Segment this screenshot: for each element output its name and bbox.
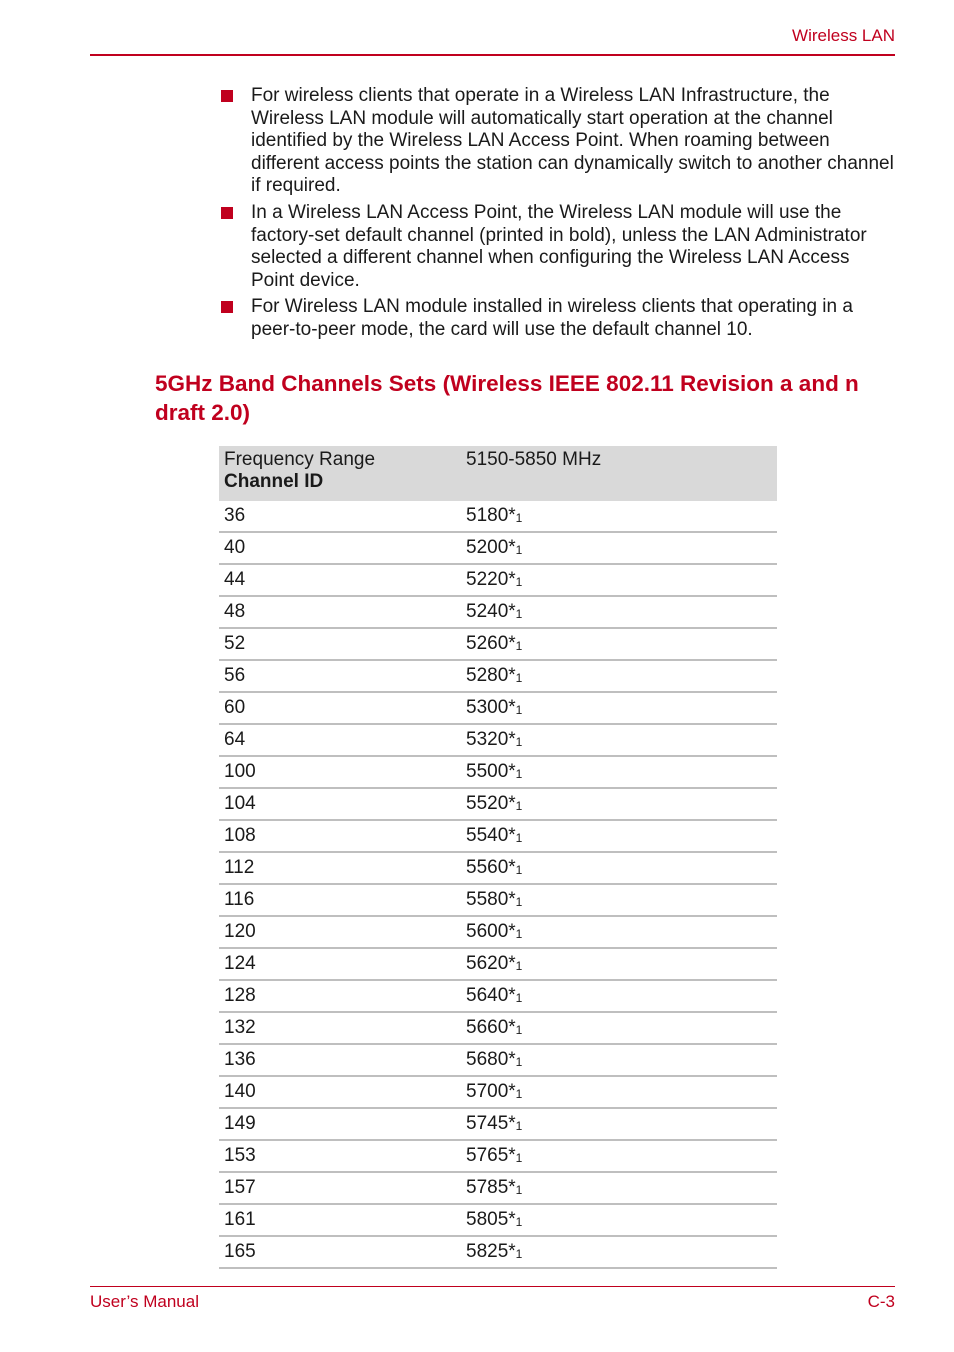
frequency-cell (461, 660, 777, 692)
table-row (219, 1076, 777, 1108)
frequency-cell (461, 1108, 777, 1140)
table-row (219, 660, 777, 692)
frequency-value: 5620* (466, 953, 516, 974)
frequency-value: 5320* (466, 729, 516, 750)
frequency-value: 5280* (466, 665, 516, 686)
header-rule (90, 54, 895, 56)
table-row (219, 724, 777, 756)
footnote-mark: 1 (515, 607, 523, 621)
frequency-cell (461, 1076, 777, 1108)
frequency-cell (461, 884, 777, 916)
square-bullet-icon (221, 90, 233, 102)
footnote-mark: 1 (515, 575, 523, 589)
channel-id-cell: 56 (219, 660, 461, 692)
table-row (219, 916, 777, 948)
channel-id-cell: 64 (219, 724, 461, 756)
footnote-mark: 1 (515, 767, 523, 781)
header-frequency-range-label: Frequency Range (224, 449, 376, 470)
frequency-cell (461, 692, 777, 724)
footnote-mark: 1 (515, 1119, 523, 1133)
channel-id-cell: 136 (219, 1044, 461, 1076)
frequency-cell (461, 980, 777, 1012)
footnote-mark: 1 (515, 1055, 523, 1069)
frequency-cell (461, 788, 777, 820)
table-row (219, 820, 777, 852)
table-row (219, 948, 777, 980)
table-row (219, 756, 777, 788)
table-row (219, 596, 777, 628)
table-row (219, 1236, 777, 1268)
table-row (219, 501, 777, 532)
frequency-cell (461, 724, 777, 756)
footnote-mark: 1 (515, 1023, 523, 1037)
list-item (221, 202, 896, 292)
table-row (219, 628, 777, 660)
footer-rule (90, 1286, 895, 1287)
frequency-cell (461, 1044, 777, 1076)
footnote-mark: 1 (515, 799, 523, 813)
footnote-mark: 1 (515, 735, 523, 749)
channel-id-cell: 36 (219, 501, 461, 532)
frequency-value: 5240* (466, 601, 516, 622)
channel-id-cell: 112 (219, 852, 461, 884)
channel-id-cell: 149 (219, 1108, 461, 1140)
frequency-cell (461, 1140, 777, 1172)
footer-manual-title: User’s Manual (90, 1292, 199, 1311)
channel-id-cell: 132 (219, 1012, 461, 1044)
table-row (219, 788, 777, 820)
footnote-mark: 1 (515, 959, 523, 973)
table-row (219, 1172, 777, 1204)
square-bullet-icon (221, 207, 233, 219)
channel-id-cell: 157 (219, 1172, 461, 1204)
header-channel-id-label: Channel ID (224, 471, 324, 492)
channel-id-cell: 60 (219, 692, 461, 724)
bullet-text: For wireless clients that operate in a Wireless LAN Infrastructure, the Wireless LAN module will automatically start operation at the channel identified by the Wireless LAN Access Point. When roaming between different access points the station can dynamically switch to another channel if required. (251, 85, 894, 197)
channel-id-cell: 140 (219, 1076, 461, 1108)
channel-id-cell: 120 (219, 916, 461, 948)
channel-id-cell: 48 (219, 596, 461, 628)
channel-id-cell: 104 (219, 788, 461, 820)
frequency-value: 5580* (466, 889, 516, 910)
channel-id-cell: 100 (219, 756, 461, 788)
channel-id-cell: 165 (219, 1236, 461, 1268)
table-row (219, 1204, 777, 1236)
frequency-cell (461, 564, 777, 596)
footnote-mark: 1 (515, 863, 523, 877)
frequency-value: 5540* (466, 825, 516, 846)
list-item (221, 85, 896, 198)
frequency-value: 5825* (466, 1241, 516, 1262)
channel-id-cell: 153 (219, 1140, 461, 1172)
section-heading: 5GHz Band Channels Sets (Wireless IEEE 802.11 Revision a and n draft 2.0) (155, 371, 859, 425)
bullet-text: In a Wireless LAN Access Point, the Wireless LAN module will use the factory-set default channel (printed in bold), unless the LAN Administrator selected a different channel when configuring the Wireless LAN Access Point device. (251, 201, 867, 291)
footnote-mark: 1 (515, 927, 523, 941)
channel-id-cell: 124 (219, 948, 461, 980)
frequency-value: 5500* (466, 761, 516, 782)
table-header-row (219, 446, 777, 501)
footnote-mark: 1 (515, 895, 523, 909)
frequency-cell (461, 532, 777, 564)
frequency-value: 5640* (466, 985, 516, 1006)
table-row (219, 884, 777, 916)
channel-id-cell: 161 (219, 1204, 461, 1236)
frequency-cell (461, 1012, 777, 1044)
table-row (219, 564, 777, 596)
channel-rows (219, 501, 777, 1268)
table-row (219, 692, 777, 724)
frequency-value: 5660* (466, 1017, 516, 1038)
channel-id-cell: 44 (219, 564, 461, 596)
footnote-mark: 1 (515, 639, 523, 653)
channel-id-cell: 116 (219, 884, 461, 916)
frequency-value: 5560* (466, 857, 516, 878)
frequency-cell (461, 596, 777, 628)
running-header: Wireless LAN (792, 26, 895, 45)
footnote-mark: 1 (515, 511, 523, 525)
frequency-value: 5765* (466, 1145, 516, 1166)
list-item (221, 296, 896, 341)
channel-id-cell: 108 (219, 820, 461, 852)
frequency-value: 5180* (466, 505, 516, 526)
frequency-cell (461, 756, 777, 788)
frequency-value: 5220* (466, 569, 516, 590)
header-cell-frequency-band: 5150-5850 MHz (461, 446, 777, 501)
frequency-value: 5300* (466, 697, 516, 718)
frequency-cell (461, 1236, 777, 1268)
frequency-value: 5520* (466, 793, 516, 814)
footnote-mark: 1 (515, 1215, 523, 1229)
frequency-value: 5805* (466, 1209, 516, 1230)
frequency-value: 5745* (466, 1113, 516, 1134)
frequency-cell (461, 948, 777, 980)
channel-id-cell: 52 (219, 628, 461, 660)
table-row (219, 1108, 777, 1140)
footnote-mark: 1 (515, 1151, 523, 1165)
table-row (219, 1012, 777, 1044)
footnote-mark: 1 (515, 543, 523, 557)
frequency-cell (461, 916, 777, 948)
frequency-value: 5700* (466, 1081, 516, 1102)
footnote-mark: 1 (515, 1247, 523, 1261)
frequency-value: 5260* (466, 633, 516, 654)
footnote-mark: 1 (515, 1087, 523, 1101)
header-cell-frequency-range (219, 446, 461, 501)
frequency-value: 5680* (466, 1049, 516, 1070)
table-row (219, 532, 777, 564)
footnote-mark: 1 (515, 671, 523, 685)
footnote-mark: 1 (515, 991, 523, 1005)
frequency-value: 5200* (466, 537, 516, 558)
page-number: C-3 (867, 1292, 895, 1311)
frequency-cell (461, 1172, 777, 1204)
table-row (219, 980, 777, 1012)
bullet-text: For Wireless LAN module installed in wireless clients that operating in a peer-to-peer mode, the card will use the default channel 10. (251, 296, 853, 340)
table-row (219, 852, 777, 884)
channel-table (219, 446, 777, 1269)
table-row (219, 1044, 777, 1076)
table-row (219, 1140, 777, 1172)
footnote-mark: 1 (515, 703, 523, 717)
square-bullet-icon (221, 301, 233, 313)
frequency-cell (461, 501, 777, 532)
frequency-value: 5600* (466, 921, 516, 942)
frequency-cell (461, 628, 777, 660)
channel-id-cell: 128 (219, 980, 461, 1012)
footnote-mark: 1 (515, 831, 523, 845)
bullet-list (221, 85, 896, 346)
frequency-value: 5785* (466, 1177, 516, 1198)
frequency-cell (461, 820, 777, 852)
frequency-cell (461, 1204, 777, 1236)
footnote-mark: 1 (515, 1183, 523, 1197)
frequency-cell (461, 852, 777, 884)
channel-id-cell: 40 (219, 532, 461, 564)
